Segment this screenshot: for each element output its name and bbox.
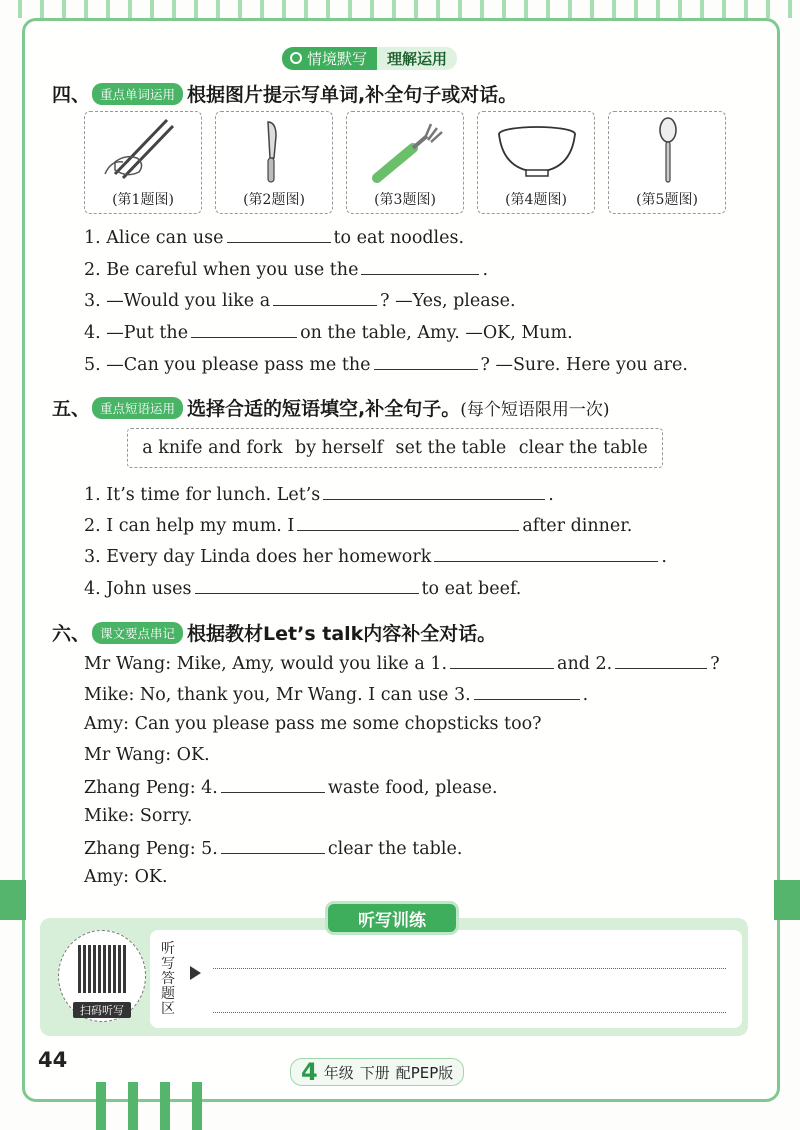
answer-blank[interactable] (221, 837, 325, 854)
phrase-option: clear the table (518, 438, 648, 458)
footer-edition (290, 1058, 464, 1086)
section-5-title (52, 394, 610, 421)
picture-card-3 (346, 111, 464, 214)
dialogue-line-2 (84, 683, 588, 705)
question-text: ? —Yes, please. (380, 291, 516, 311)
picture-card-2 (215, 111, 333, 214)
question-text: 4. —Put the (84, 323, 189, 343)
spoon-icon (609, 112, 727, 186)
section-4-title (52, 80, 517, 107)
dialogue-line-1 (84, 652, 720, 674)
question-text: 4. John uses (84, 579, 192, 599)
question-text: 3. Every day Linda does her homework (84, 547, 432, 567)
side-tab-right (774, 880, 800, 920)
qr-code-area[interactable] (58, 930, 146, 1022)
answer-blank[interactable] (450, 652, 554, 669)
knife-icon (216, 112, 334, 186)
dialogue-text: . (582, 685, 589, 705)
question-5-2 (84, 514, 632, 536)
dialogue-line-3: Amy: Can you please pass me some chopsticks too? (84, 714, 542, 734)
dialogue-line-6: Mike: Sorry. (84, 806, 193, 826)
fork-icon (347, 112, 465, 186)
section-instruction: 选择合适的短语填空,补全句子。 (187, 398, 461, 420)
bowl-icon (478, 112, 596, 186)
picture-caption: (第5题图) (636, 192, 698, 208)
question-text: 1. Alice can use (84, 228, 224, 248)
answer-blank[interactable] (191, 321, 297, 338)
dialogue-text: Mr Wang: Mike, Amy, would you like a 1. (84, 654, 448, 674)
dialogue-line-5 (84, 776, 498, 798)
question-text: 5. —Can you please pass me the (84, 355, 371, 375)
answer-blank[interactable] (227, 226, 331, 243)
answer-blank[interactable] (474, 683, 580, 700)
question-text: after dinner. (522, 516, 633, 536)
dialogue-text: Zhang Peng: 4. (84, 778, 218, 798)
section-number: 四、 (52, 84, 91, 106)
page-number: 44 (38, 1048, 68, 1072)
volume-label: 下册 (359, 1063, 390, 1082)
dialogue-text: waste food, please. (327, 778, 498, 798)
dialogue-text: clear the table. (327, 839, 463, 859)
question-5-3 (84, 545, 667, 567)
phrase-option: set the table (395, 438, 507, 458)
answer-blank[interactable] (374, 353, 478, 370)
picture-caption: (第2题图) (243, 192, 305, 208)
answer-blank[interactable] (615, 652, 707, 669)
dialogue-line-8: Amy: OK. (84, 867, 168, 887)
picture-caption: (第3题图) (374, 192, 436, 208)
dialogue-text: Mike: No, thank you, Mr Wang. I can use 3. (84, 685, 471, 705)
question-4-3 (84, 289, 516, 311)
section-instruction: 根据图片提示写单词,补全句子或对话。 (187, 84, 518, 106)
writing-line[interactable] (213, 968, 726, 969)
dialogue-line-7 (84, 837, 462, 859)
answer-blank[interactable] (297, 514, 519, 531)
phrase-bank (127, 428, 663, 468)
answer-blank[interactable] (361, 258, 479, 275)
edition-label: 配PEP版 (395, 1063, 454, 1082)
question-text: . (661, 547, 667, 567)
answer-blank[interactable] (323, 483, 545, 500)
question-4-1 (84, 226, 464, 248)
section-note: (每个短语限用一次) (460, 400, 610, 420)
qr-label: 扫码听写 (73, 1002, 131, 1018)
writing-line[interactable] (213, 1012, 726, 1013)
arrow-right-icon (190, 966, 201, 980)
question-text: 2. I can help my mum. I (84, 516, 295, 536)
section-instruction: 根据教材Let’s talk内容补全对话。 (187, 623, 497, 645)
dialogue-text: Zhang Peng: 5. (84, 839, 218, 859)
section-header (282, 47, 457, 69)
question-text: 1. It’s time for lunch. Let’s (84, 485, 321, 505)
question-text: ? —Sure. Here you are. (480, 355, 688, 375)
bottom-bar (96, 1082, 106, 1130)
picture-card-1 (84, 111, 202, 214)
chopsticks-icon (85, 112, 203, 186)
dialogue-line-4: Mr Wang: OK. (84, 745, 210, 765)
section-number: 六、 (52, 623, 91, 645)
question-text: . (482, 260, 489, 280)
answer-blank[interactable] (434, 545, 658, 562)
question-5-4 (84, 577, 521, 599)
side-tab-left (0, 880, 26, 920)
header-chip-label: 情境默写 (307, 49, 368, 68)
bottom-tab-bars (96, 1082, 202, 1130)
question-5-1 (84, 483, 554, 505)
dialogue-text: ? (710, 654, 720, 674)
answer-area-label: 听写答题区 (161, 941, 175, 1017)
pen-icon (290, 52, 302, 64)
picture-card-5 (608, 111, 726, 214)
listening-answer-area (150, 930, 742, 1028)
phrase-option: a knife and fork (142, 438, 283, 458)
answer-blank[interactable] (195, 577, 419, 594)
grade-label: 年级 (323, 1063, 354, 1082)
section-badge: 重点单词运用 (92, 83, 183, 105)
question-4-5 (84, 353, 688, 375)
section-number: 五、 (52, 398, 91, 420)
answer-blank[interactable] (273, 289, 377, 306)
question-text: to eat beef. (421, 579, 522, 599)
question-text: 3. —Would you like a (84, 291, 271, 311)
dialogue-text: and 2. (557, 654, 613, 674)
top-tab-band (0, 0, 800, 18)
bottom-bar (192, 1082, 202, 1130)
listening-title: 听写训练 (328, 904, 456, 932)
question-text: . (548, 485, 554, 505)
header-chip (282, 47, 377, 70)
bottom-bar (160, 1082, 170, 1130)
bottom-bar (128, 1082, 138, 1130)
answer-blank[interactable] (221, 776, 325, 793)
phrase-option: by herself (295, 438, 384, 458)
section-badge: 课文要点串记 (92, 622, 183, 644)
question-4-2 (84, 258, 488, 280)
question-4-4 (84, 321, 573, 343)
qr-code-icon[interactable] (78, 945, 126, 993)
picture-caption: (第4题图) (505, 192, 567, 208)
question-text: to eat noodles. (333, 228, 465, 248)
header-label: 理解运用 (377, 47, 457, 70)
question-text: 2. Be careful when you use the (84, 260, 359, 280)
section-6-title (52, 619, 496, 646)
grade-number: 4 (301, 1058, 318, 1086)
picture-row (84, 111, 726, 214)
question-text: on the table, Amy. —OK, Mum. (300, 323, 573, 343)
picture-card-4 (477, 111, 595, 214)
section-badge: 重点短语运用 (92, 397, 183, 419)
picture-caption: (第1题图) (112, 192, 174, 208)
